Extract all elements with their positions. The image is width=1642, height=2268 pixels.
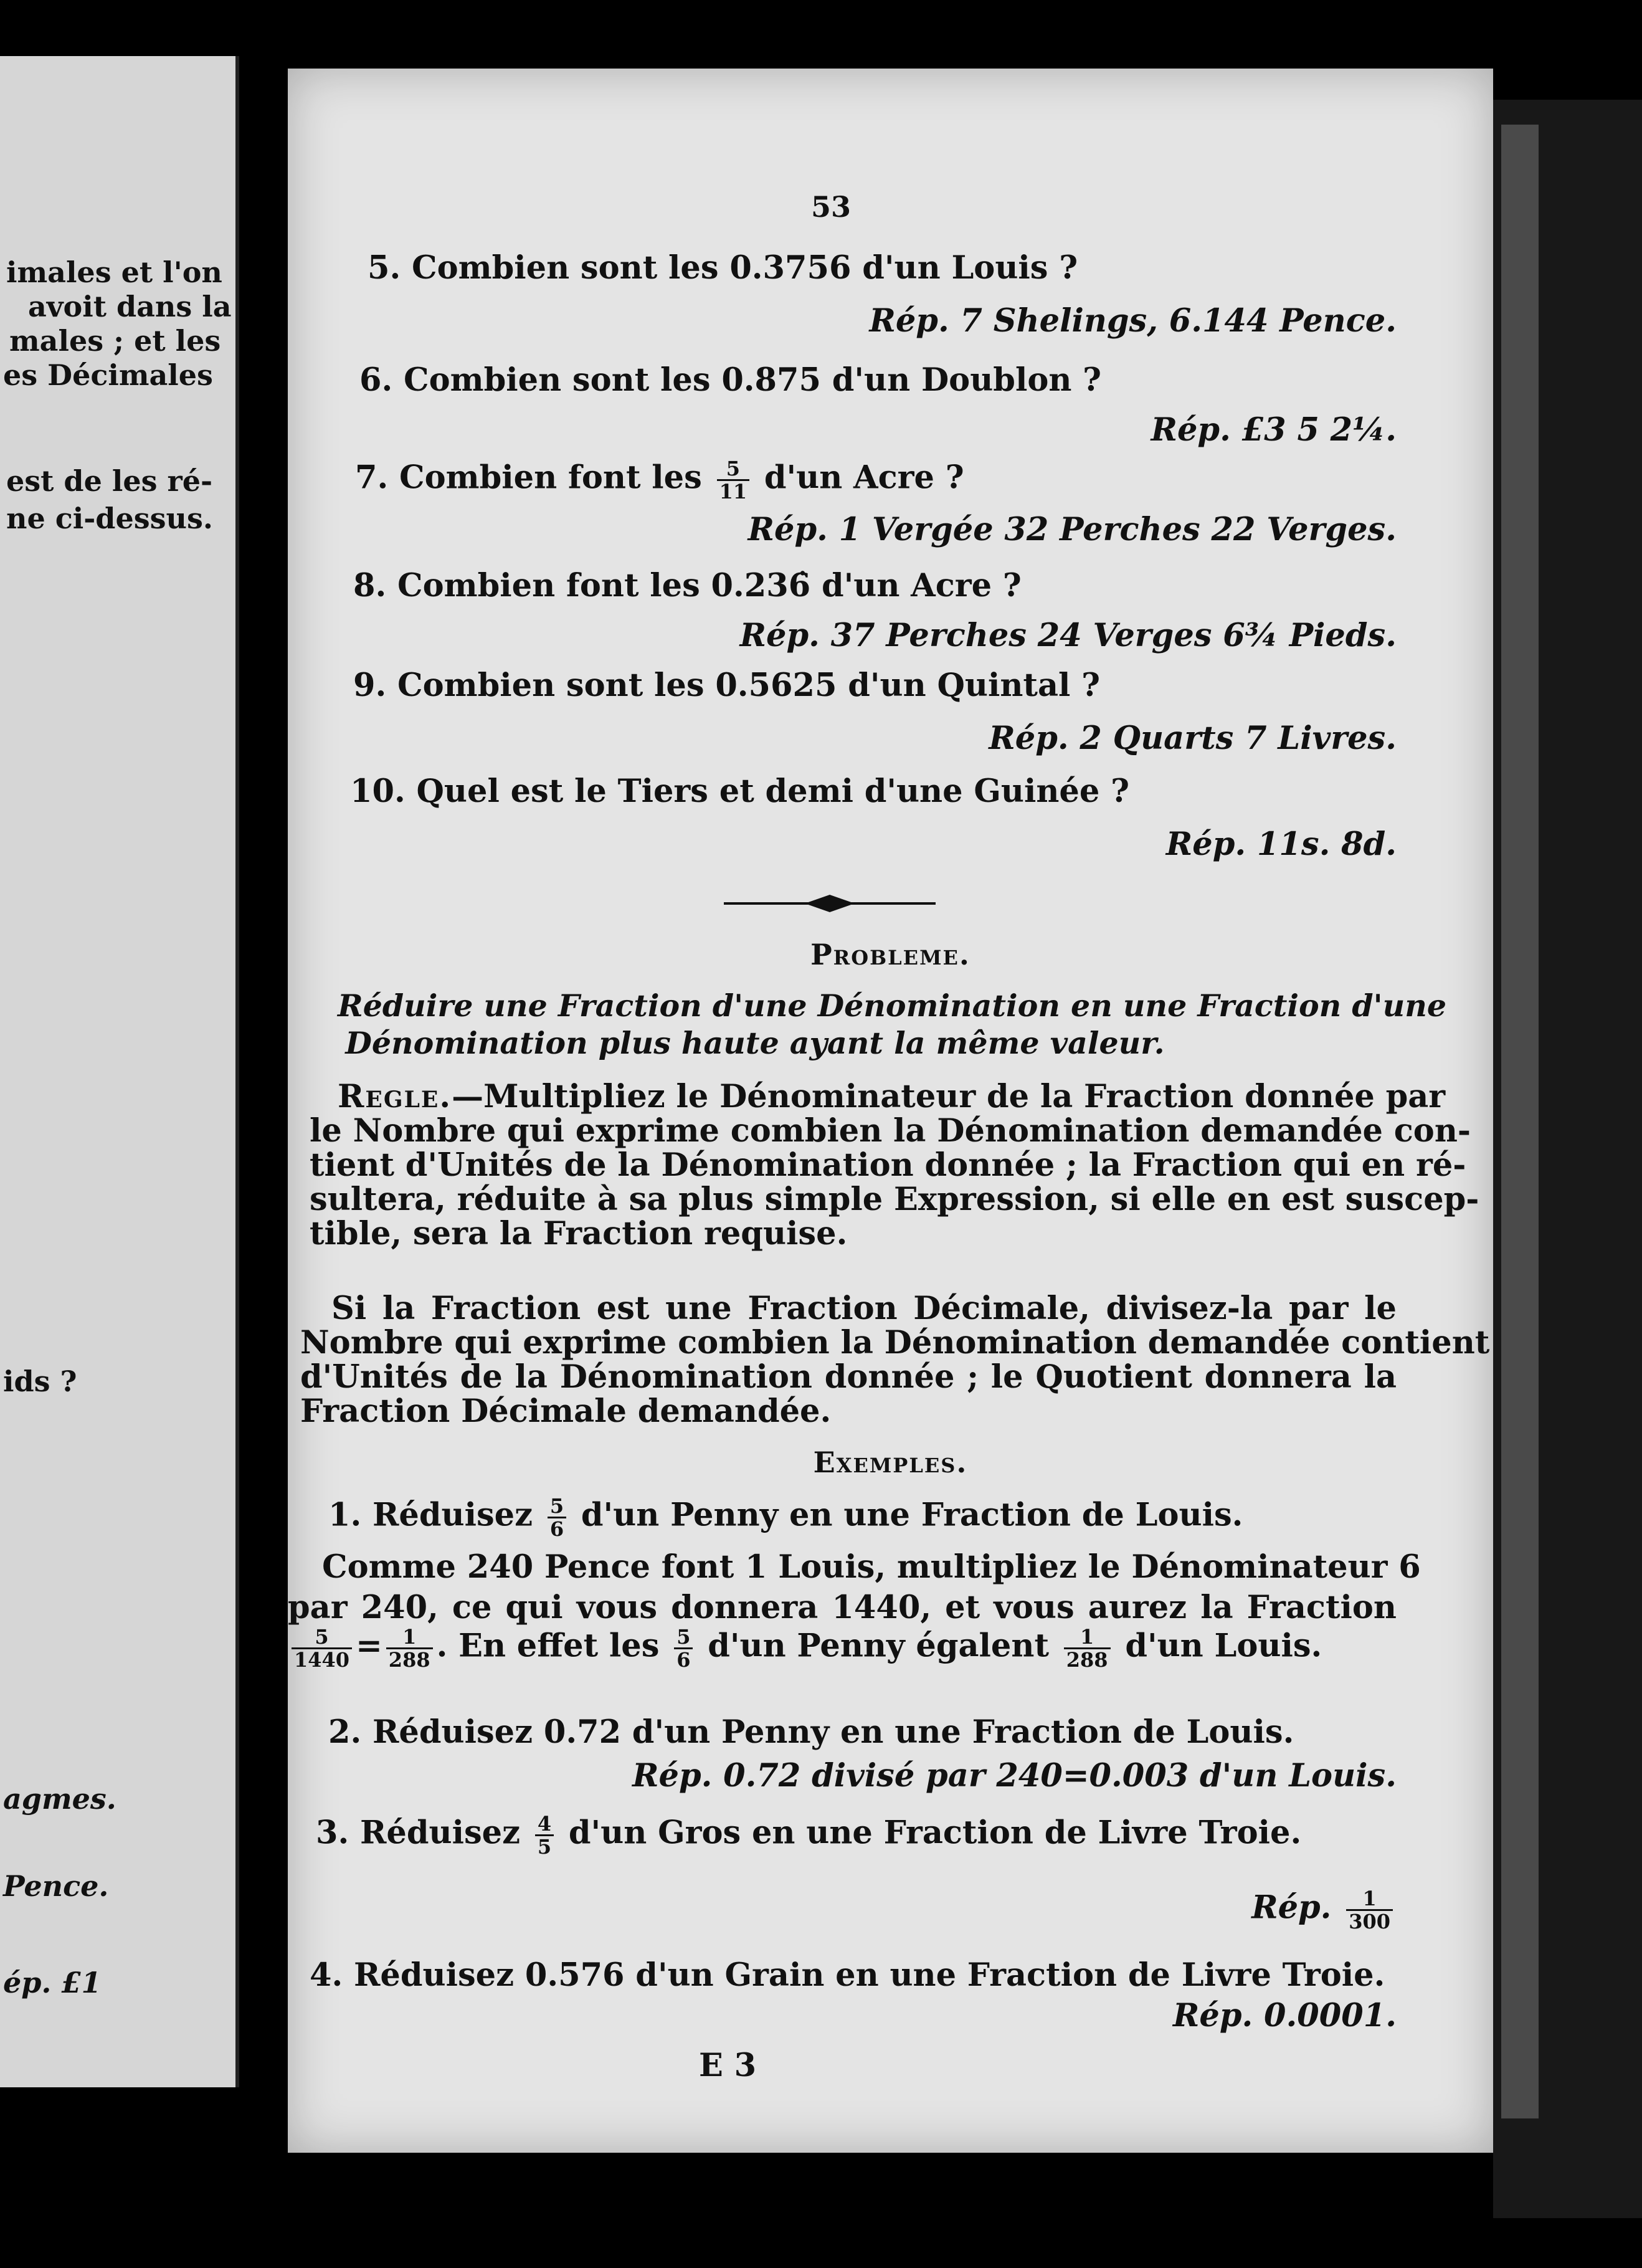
example-line: 4. Réduisez 0.576 d'un Grain en une Fraction de Livre Troie.: [310, 1956, 1385, 1994]
page-edge: [1501, 125, 1539, 2118]
question-text: Quel est le Tiers et demi d'une Guinée ?: [416, 773, 1129, 810]
example-line: par 240, ce qui vous donnera 1440, et vous aurez la Fraction: [288, 1589, 1397, 1626]
question-line: [359, 361, 1101, 399]
answer-line: Rép. 2 Quarts 7 Livres.: [989, 720, 1397, 757]
left-line: es Décimales: [3, 358, 213, 392]
signature-mark: E 3: [699, 2047, 757, 2084]
question-number: 8.: [353, 567, 387, 604]
question-text: Combien sont les 0.3756 d'un Louis ?: [412, 249, 1078, 287]
example-number: 1.: [328, 1496, 362, 1534]
question-number: 6.: [359, 361, 393, 399]
fraction: $\frac{5}{6}$: [674, 1626, 693, 1670]
rule-line: le Nombre qui exprime combien la Dénomination demandée con-: [310, 1112, 1471, 1150]
rule-label: Regle.: [338, 1078, 452, 1115]
rule-line: sultera, réduite à sa plus simple Expression, si elle en est suscep-: [310, 1181, 1479, 1218]
question-text: Combien sont les 0.875 d'un Doublon ?: [404, 361, 1102, 399]
question-text: Combien sont les 0.5625 d'un Quintal ?: [397, 667, 1101, 704]
section-heading: Probleme.: [810, 938, 970, 971]
fraction: $\frac{4}{5}$: [535, 1813, 554, 1857]
answer-line: Rép. 0.0001.: [1173, 1997, 1397, 2034]
question-number: 9.: [353, 667, 387, 704]
answer-line: Rép. 0.72 divisé par 240=0.003 d'un Louis.: [632, 1757, 1397, 1794]
left-line: avoit dans la: [28, 290, 232, 323]
left-line: males ; et les: [9, 324, 221, 358]
fraction: $\frac{5}{6}$: [548, 1495, 566, 1540]
answer-line: Rép. 37 Perches 24 Verges 6¾ Pieds.: [739, 617, 1397, 654]
ornamental-divider: [724, 891, 936, 916]
rule-line: Fraction Décimale demandée.: [300, 1393, 832, 1430]
question-number: 5.: [368, 249, 401, 287]
left-line: agmes.: [3, 1782, 116, 1816]
answer-line: Rép. $\frac{1}{300}$: [948, 1888, 1397, 1932]
book-page: [288, 69, 1493, 2153]
question-text: Combien font les: [399, 459, 702, 497]
fraction: $\frac{5}{11}$: [717, 458, 750, 502]
rule-line: Si la Fraction est une Fraction Décimale, divisez-la par le: [331, 1290, 1397, 1327]
left-line: ids ?: [3, 1365, 77, 1398]
example-number: 3.: [316, 1814, 349, 1852]
fraction: $\frac{1}{300}$: [1346, 1888, 1393, 1932]
example-line: 1. Réduisez $\frac{5}{6}$ d'un Penny en une Fraction de Louis.: [328, 1494, 1243, 1541]
section-heading: Exemples.: [813, 1446, 968, 1479]
rule-line: tible, sera la Fraction requise.: [310, 1215, 848, 1252]
fraction: $\frac{1}{288}$: [386, 1626, 433, 1670]
question-line: [350, 773, 1129, 810]
question-line: [353, 667, 1100, 704]
example-number: 2.: [328, 1713, 362, 1751]
question-text: Combien font les 0.236̇ d'un Acre ?: [397, 567, 1022, 604]
answer-line: Rép. 11s. 8d.: [1165, 826, 1397, 863]
example-line: Comme 240 Pence font 1 Louis, multipliez le Dénominateur 6: [322, 1548, 1421, 1586]
rule-line: d'Unités de la Dénomination donnée ; le Quotient donnera la: [300, 1358, 1397, 1396]
answer-line: Rép. 1 Vergée 32 Perches 22 Verges.: [747, 511, 1397, 548]
answer-line: Rép. 7 Shelings, 6.144 Pence.: [869, 302, 1397, 340]
left-line: Pence.: [3, 1869, 109, 1903]
left-line: ép. £1: [3, 1966, 102, 1999]
example-line: 2. Réduisez 0.72 d'un Penny en une Fraction de Louis.: [328, 1713, 1294, 1751]
left-line: imales et l'on: [6, 255, 222, 289]
question-text: d'un Acre ?: [764, 459, 964, 497]
page-number: 53: [811, 190, 852, 224]
rule-line: Regle.—Multipliez le Dénominateur de la Fraction donnée par: [338, 1078, 1446, 1115]
question-line: [353, 567, 1022, 604]
rule-line: Nombre qui exprime combien la Dénomination demandée contient: [300, 1324, 1490, 1361]
problem-statement: Réduire une Fraction d'une Dénomination en une Fraction d'une: [337, 988, 1447, 1024]
question-number: 7.: [355, 459, 389, 497]
example-line: $\frac{5}{1440}$ = $\frac{1}{288}$ . En effet les $\frac{5}{6}$ d'un Penny égalent $\frac{1}{288}$ d'un Louis.: [288, 1626, 1322, 1670]
question-line: [355, 458, 964, 502]
example-line: 3. Réduisez $\frac{4}{5}$ d'un Gros en une Fraction de Livre Troie.: [316, 1812, 1302, 1859]
question-number: 10.: [350, 773, 406, 810]
previous-page-fragment: [0, 56, 239, 2087]
left-line: est de les ré-: [6, 464, 213, 498]
left-line: ne ci-dessus.: [6, 502, 213, 535]
problem-statement: Dénomination plus haute ayant la même valeur.: [345, 1025, 1165, 1061]
answer-line: Rép. £3 5 2¼.: [1151, 411, 1397, 449]
rule-line: tient d'Unités de la Dénomination donnée ; la Fraction qui en ré-: [310, 1146, 1466, 1184]
example-number: 4.: [310, 1956, 343, 1994]
fraction: $\frac{1}{288}$: [1064, 1626, 1111, 1670]
question-line: [368, 249, 1078, 287]
fraction: $\frac{5}{1440}$: [292, 1626, 352, 1670]
